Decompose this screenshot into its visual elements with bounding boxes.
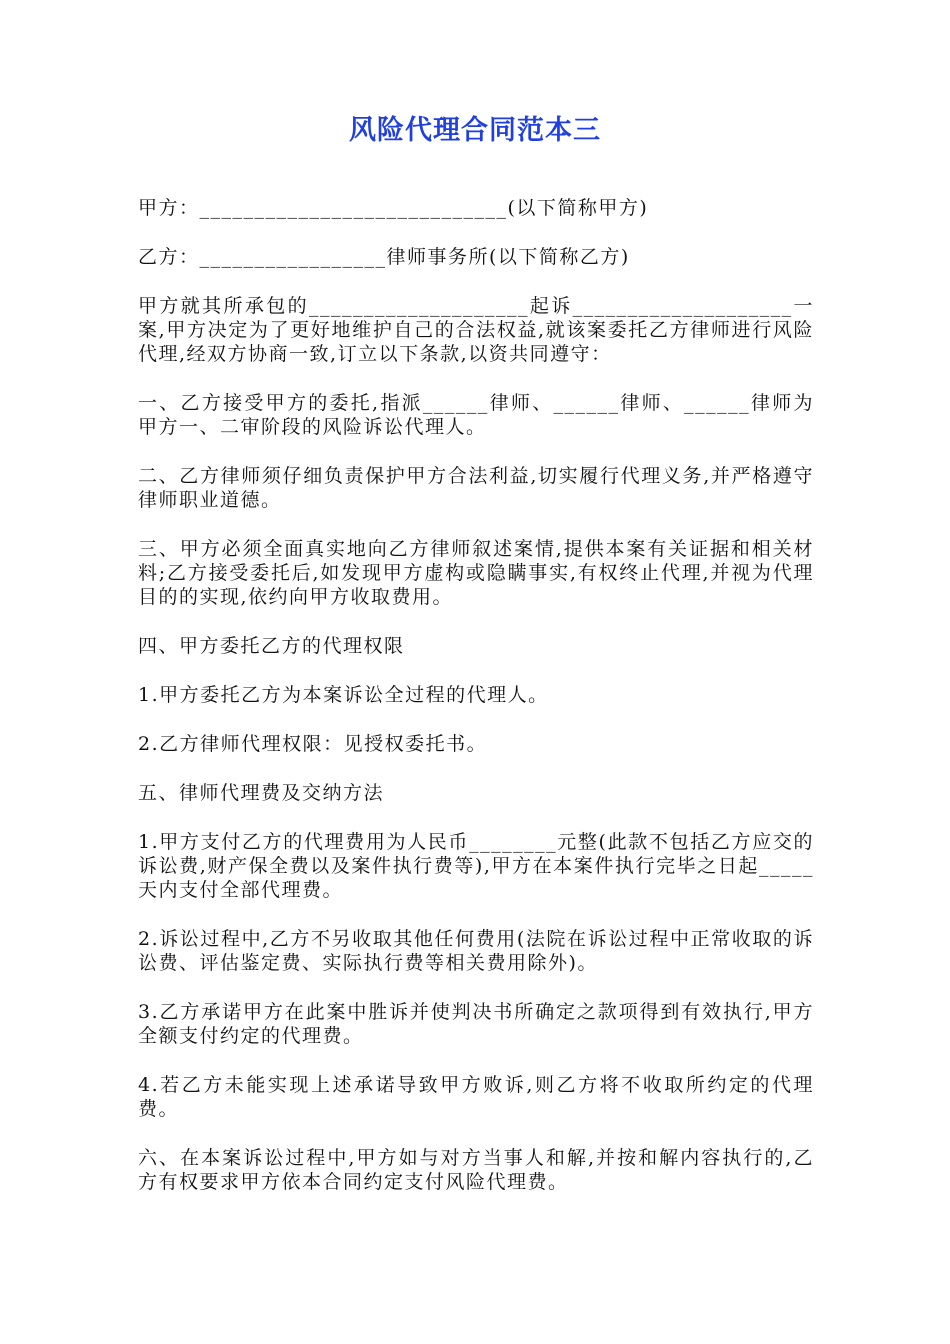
document-title: 风险代理合同范本三: [349, 115, 601, 146]
preamble-paragraph: 甲方就其所承包的____________________起诉____________________一案,甲方决定为了更好地维护自己的合法权益,就该案委托乙方律师进行风险代理,经双方协商一致,订立以下条款,以资共同遵守：: [138, 295, 814, 365]
clause-1: 一、乙方接受甲方的委托,指派______律师、______律师、______律师为甲方一、二审阶段的风险诉讼代理人。: [138, 392, 814, 438]
clause-5-item-1: 1.甲方支付乙方的代理费用为人民币________元整(此款不包括乙方应交的诉讼费,财产保全费以及案件执行费等),甲方在本案件执行完毕之日起_____天内支付全部代理费。: [138, 831, 814, 901]
clause-5-item-4: 4.若乙方未能实现上述承诺导致甲方败诉,则乙方将不收取所约定的代理费。: [138, 1074, 814, 1120]
document-body: [138, 196, 814, 1219]
clause-4-item-2: 2.乙方律师代理权限：见授权委托书。: [138, 733, 488, 755]
clause-4-item-1: 1.甲方委托乙方为本案诉讼全过程的代理人。: [138, 684, 549, 706]
clause-6: 六、在本案诉讼过程中,甲方如与对方当事人和解,并按和解内容执行的,乙方有权要求甲方依本合同约定支付风险代理费。: [138, 1147, 814, 1193]
clause-5-heading: 五、律师代理费及交纳方法: [138, 782, 385, 804]
clause-3: 三、甲方必须全面真实地向乙方律师叙述案情,提供本案有关证据和相关材料;乙方接受委托后,如发现甲方虚构或隐瞒事实,有权终止代理,并视为代理目的的实现,依约向甲方收取费用。: [138, 538, 814, 608]
party-a-line: 甲方：____________________________(以下简称甲方): [138, 197, 649, 219]
clause-2: 二、乙方律师须仔细负责保护甲方合法利益,切实履行代理义务,并严格遵守律师职业道德。: [138, 465, 814, 511]
clause-5-item-3: 3.乙方承诺甲方在此案中胜诉并使判决书所确定之款项得到有效执行,甲方全额支付约定的代理费。: [138, 1001, 814, 1047]
party-b-line: 乙方：_________________律师事务所(以下简称乙方): [138, 246, 630, 268]
clause-5-item-2: 2.诉讼过程中,乙方不另收取其他任何费用(法院在诉讼过程中正常收取的诉讼费、评估鉴定费、实际执行费等相关费用除外)。: [138, 928, 814, 974]
clause-4-heading: 四、甲方委托乙方的代理权限: [138, 635, 405, 657]
